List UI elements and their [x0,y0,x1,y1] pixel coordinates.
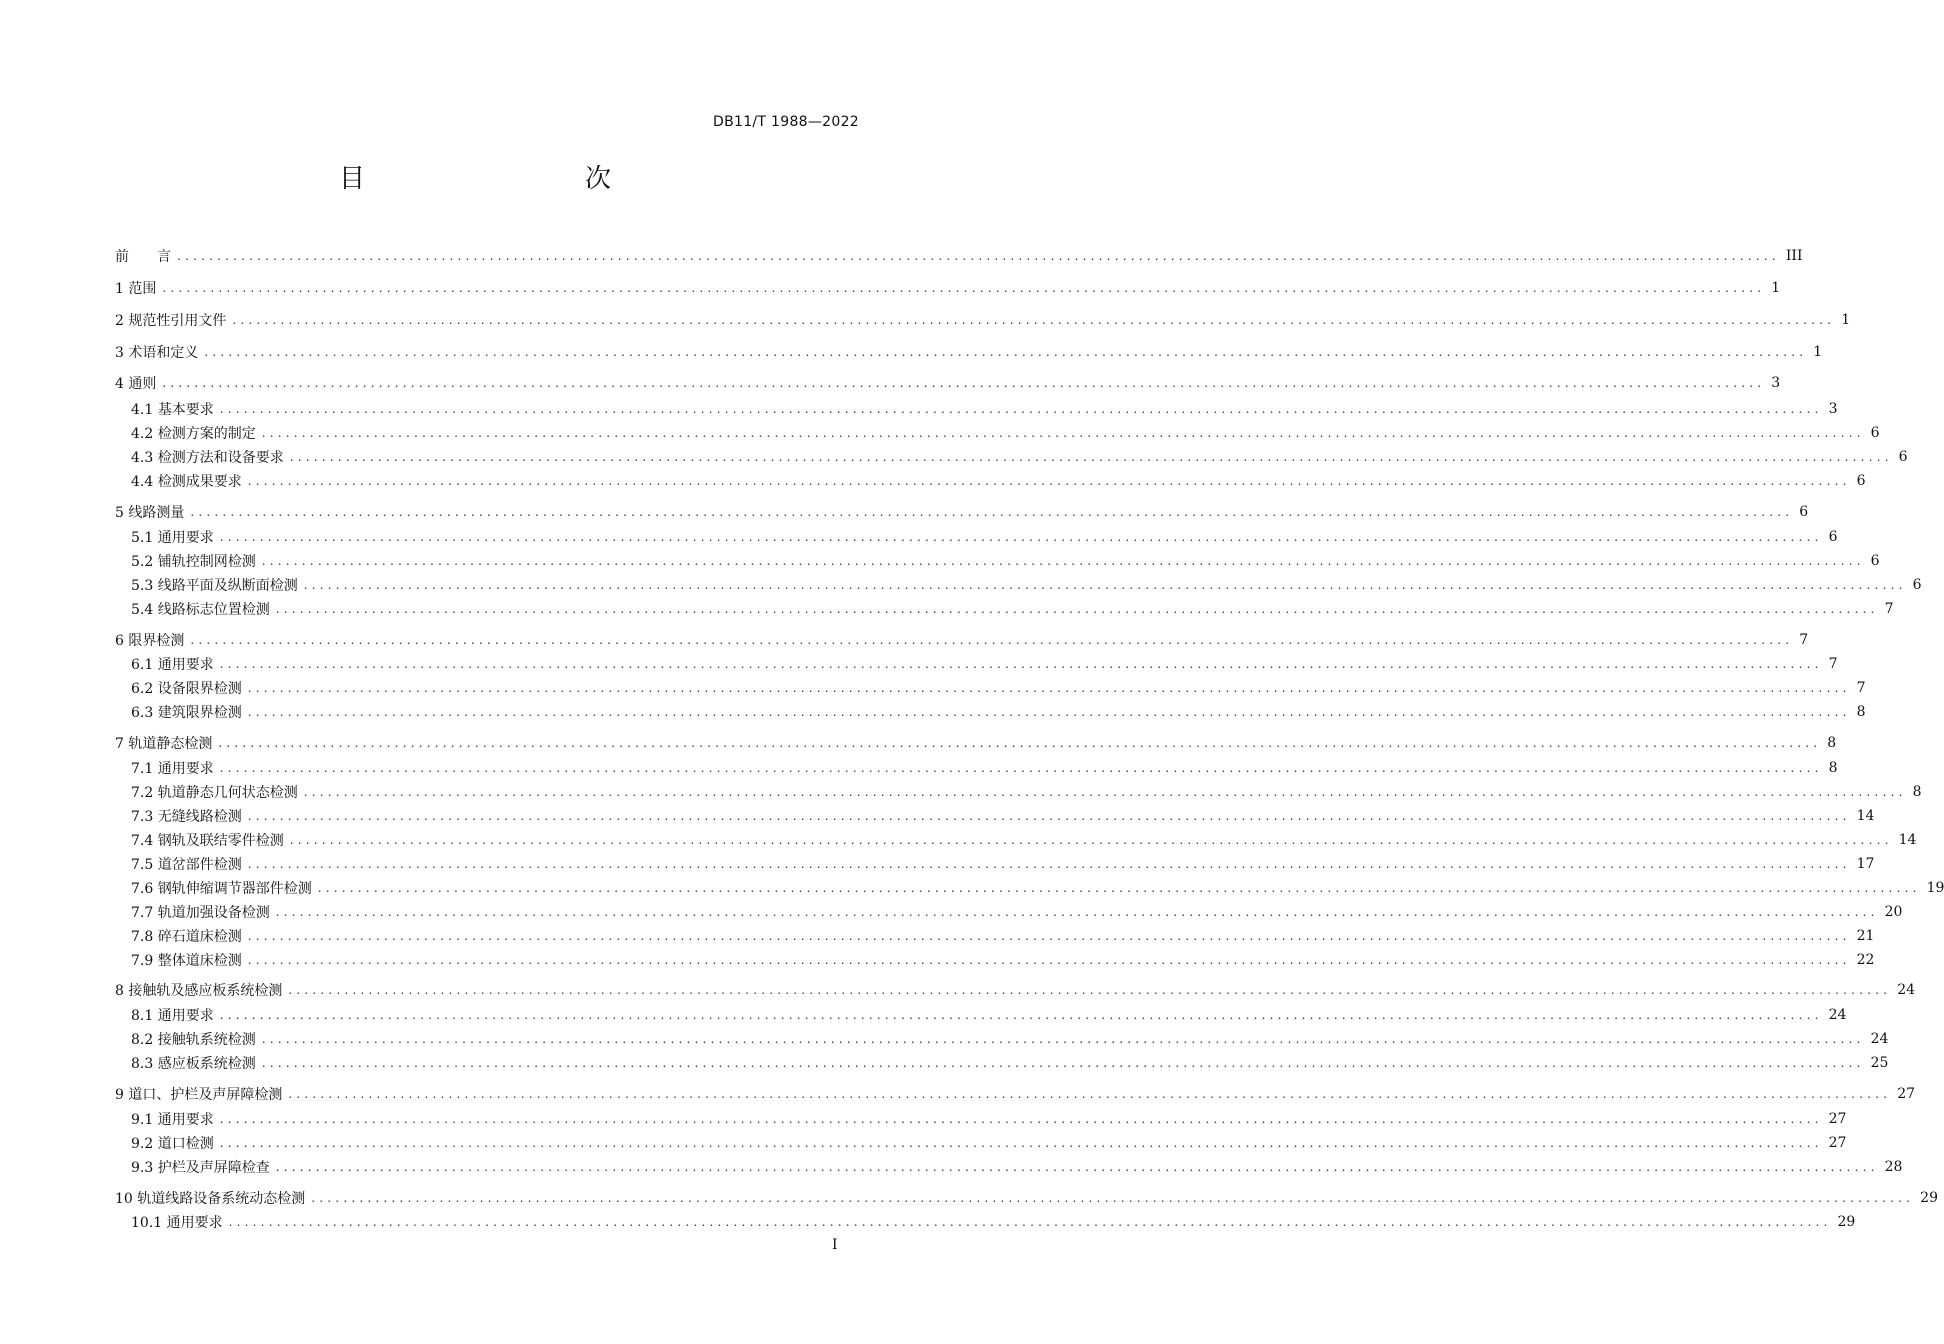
toc-entry-page: 29 [1837,1214,1856,1230]
toc-entry-page: 7 [1828,656,1838,672]
toc-entry-label: 4.4 检测成果要求 [131,474,242,490]
toc-entry-label: 4.3 检测方法和设备要求 [131,450,284,466]
toc-entry[interactable] [115,654,1838,674]
toc-leader-dots: ........................................................................................................................................................................................................ [261,1032,1865,1046]
toc-entry[interactable] [115,1029,1889,1049]
toc-leader-dots: ........................................................................................................................................................................................................ [288,1087,1892,1101]
toc-entry[interactable] [115,342,1823,362]
toc-entry-page: 27 [1897,1086,1916,1102]
toc-entry[interactable] [115,902,1903,922]
toc-entry[interactable] [115,310,1851,330]
toc-entry-label: 6 限界检测 [115,633,185,649]
toc-entry-label: 7.5 道岔部件检测 [131,857,242,873]
toc-entry-page: 6 [1912,577,1922,593]
toc-leader-dots: ........................................................................................................................................................................................................ [247,953,1851,967]
toc-entry-page: 3 [1771,375,1781,391]
toc-entry-page: 17 [1856,856,1875,872]
toc-entry-label: 6.2 设备限界检测 [131,681,242,697]
toc-entry-page: 8 [1912,784,1922,800]
toc-entry-label: 4.2 检测方案的制定 [131,426,256,442]
toc-entry-label: 1 范围 [115,281,157,297]
toc-leader-dots: ........................................................................................................................................................................................................ [303,578,1907,592]
toc-entry-label: 前 言 [115,249,171,265]
toc-entry-label: 9.2 道口检测 [131,1136,214,1152]
toc-entry[interactable] [115,980,1916,1000]
toc-entry-label: 7.9 整体道床检测 [131,953,242,969]
toc-leader-dots: ........................................................................................................................................................................................................ [218,736,1822,750]
toc-leader-dots: ........................................................................................................................................................................................................ [190,505,1794,519]
toc-entry-page: 8 [1827,735,1837,751]
toc-leader-dots: ........................................................................................................................................................................................................ [162,376,1766,390]
page-title: 目 次 [338,164,667,194]
toc-entry-label: 7.1 通用要求 [131,761,214,777]
toc-entry[interactable] [115,1133,1847,1153]
toc-leader-dots: ........................................................................................................................................................................................................ [177,249,1780,263]
toc-entry[interactable] [115,423,1880,443]
toc-leader-dots: ........................................................................................................................................................................................................ [219,530,1823,544]
toc-entry[interactable] [115,782,1922,802]
toc-entry[interactable] [115,551,1880,571]
toc-entry[interactable] [115,447,1908,467]
toc-entry-label: 8.2 接触轨系统检测 [131,1032,256,1048]
toc-entry-page: 22 [1856,952,1875,968]
toc-leader-dots: ........................................................................................................................................................................................................ [247,929,1851,943]
toc-entry-page: 24 [1870,1031,1889,1047]
toc-entry-label: 4 通则 [115,376,157,392]
toc-entry-page: 28 [1884,1159,1903,1175]
toc-leader-dots: ........................................................................................................................................................................................................ [288,983,1892,997]
toc-leader-dots: ........................................................................................................................................................................................................ [289,450,1893,464]
toc-entry[interactable] [115,278,1781,298]
toc-entry-label: 7 轨道静态检测 [115,736,213,752]
toc-entry-label: 4.1 基本要求 [131,402,214,418]
toc-leader-dots: ........................................................................................................................................................................................................ [219,1136,1823,1150]
toc-entry-page: 27 [1828,1135,1847,1151]
toc-leader-dots: ........................................................................................................................................................................................................ [261,554,1865,568]
toc-entry-label: 7.3 无缝线路检测 [131,809,242,825]
toc-leader-dots: ........................................................................................................................................................................................................ [261,1056,1865,1070]
toc-entry[interactable] [115,854,1875,874]
toc-entry-page: 29 [1920,1190,1938,1206]
toc-entry[interactable] [115,399,1838,419]
toc-entry-label: 3 术语和定义 [115,345,199,361]
toc-entry[interactable] [115,702,1866,722]
toc-leader-dots: ........................................................................................................................................................................................................ [275,1160,1879,1174]
toc-leader-dots: ........................................................................................................................................................................................................ [247,681,1851,695]
toc-entry-label: 10 轨道线路设备系统动态检测 [115,1191,306,1207]
toc-entry-page: III [1785,248,1803,264]
toc-entry-page: 7 [1884,601,1894,617]
toc-entry-label: 9 道口、护栏及声屏障检测 [115,1087,283,1103]
toc-entry[interactable] [115,527,1838,547]
toc-entry-label: 5.2 铺轨控制网检测 [131,554,256,570]
toc-entry-page: 1 [1771,280,1781,296]
toc-leader-dots: ........................................................................................................................................................................................................ [261,426,1865,440]
toc-entry[interactable] [115,373,1781,393]
toc-leader-dots: ........................................................................................................................................................................................................ [204,345,1808,359]
toc-entry-label: 7.8 碎石道床检测 [131,929,242,945]
toc-entry[interactable] [115,758,1838,778]
toc-entry[interactable] [115,502,1809,522]
toc-entry[interactable] [115,1109,1847,1129]
toc-leader-dots: ........................................................................................................................................................................................................ [228,1215,1832,1229]
toc-entry-page: 6 [1870,553,1880,569]
toc-leader-dots: ........................................................................................................................................................................................................ [311,1191,1915,1205]
toc-leader-dots: ........................................................................................................................................................................................................ [317,881,1921,895]
toc-entry-label: 7.7 轨道加强设备检测 [131,905,270,921]
toc-entry-label: 5 线路测量 [115,505,185,521]
toc-entry-label: 7.2 轨道静态几何状态检测 [131,785,298,801]
page-number: I [832,1237,838,1253]
toc-entry-label: 8.1 通用要求 [131,1008,214,1024]
toc-entry-page: 1 [1841,312,1851,328]
toc-entry-label: 10.1 通用要求 [131,1215,223,1231]
toc-entry-page: 6 [1870,425,1880,441]
toc-entry-page: 1 [1813,344,1823,360]
toc-entry[interactable] [115,1084,1916,1104]
toc-entry-page: 6 [1898,449,1908,465]
toc-entry-page: 24 [1897,982,1916,998]
toc-entry[interactable] [115,806,1875,826]
toc-entry[interactable] [115,1005,1847,1025]
toc-entry-label: 7.4 钢轨及联结零件检测 [131,833,284,849]
toc-leader-dots: ........................................................................................................................................................................................................ [247,474,1851,488]
toc-leader-dots: ........................................................................................................................................................................................................ [219,402,1823,416]
toc-leader-dots: ........................................................................................................................................................................................................ [162,281,1766,295]
toc-leader-dots: ........................................................................................................................................................................................................ [219,1112,1823,1126]
toc-entry[interactable] [115,630,1809,650]
toc-entry-page: 20 [1884,904,1903,920]
toc-entry-label: 9.1 通用要求 [131,1112,214,1128]
toc-entry[interactable] [115,926,1875,946]
toc-entry-page: 8 [1856,704,1866,720]
toc-entry[interactable] [115,830,1917,850]
toc-leader-dots: ........................................................................................................................................................................................................ [232,313,1836,327]
toc-entry[interactable] [115,878,1944,898]
toc-entry[interactable] [115,471,1866,491]
toc-entry-label: 5.3 线路平面及纵断面检测 [131,578,298,594]
toc-entry[interactable] [115,950,1875,970]
toc-entry-page: 6 [1828,529,1838,545]
toc-entry-page: 14 [1856,808,1875,824]
toc-entry-label: 8 接触轨及感应板系统检测 [115,983,283,999]
toc-leader-dots: ........................................................................................................................................................................................................ [289,833,1893,847]
toc-entry-label: 2 规范性引用文件 [115,313,227,329]
toc-entry-label: 6.3 建筑限界检测 [131,705,242,721]
toc-entry-page: 14 [1898,832,1917,848]
toc-leader-dots: ........................................................................................................................................................................................................ [275,602,1879,616]
toc-entry-page: 25 [1870,1055,1889,1071]
toc-entry[interactable] [115,1157,1903,1177]
toc-entry-page: 3 [1828,401,1838,417]
toc-entry-label: 5.4 线路标志位置检测 [131,602,270,618]
toc-entry-page: 19 [1926,880,1944,896]
toc-entry-label: 7.6 钢轨伸缩调节器部件检测 [131,881,312,897]
toc-entry-page: 21 [1856,928,1875,944]
toc-entry-page: 7 [1856,680,1866,696]
toc-leader-dots: ........................................................................................................................................................................................................ [219,657,1823,671]
toc-entry[interactable] [115,575,1922,595]
toc-entry-page: 6 [1856,473,1866,489]
toc-entry[interactable] [115,733,1837,753]
toc-leader-dots: ........................................................................................................................................................................................................ [247,705,1851,719]
toc-entry-page: 6 [1799,504,1809,520]
toc-entry-page: 27 [1828,1111,1847,1127]
toc-leader-dots: ........................................................................................................................................................................................................ [219,1008,1823,1022]
toc-leader-dots: ........................................................................................................................................................................................................ [190,633,1794,647]
toc-entry-label: 6.1 通用要求 [131,657,214,673]
toc-entry[interactable] [115,1053,1889,1073]
toc-entry-label: 5.1 通用要求 [131,530,214,546]
toc-entry[interactable] [115,246,1803,266]
toc-entry-page: 8 [1828,760,1838,776]
toc-entry[interactable] [115,1188,1938,1208]
toc-leader-dots: ........................................................................................................................................................................................................ [219,761,1823,775]
toc-entry-page: 24 [1828,1007,1847,1023]
toc-leader-dots: ........................................................................................................................................................................................................ [303,785,1907,799]
toc-entry-label: 9.3 护栏及声屏障检查 [131,1160,270,1176]
toc-entry[interactable] [115,1212,1856,1232]
document-code: DB11/T 1988—2022 [713,114,859,130]
toc-leader-dots: ........................................................................................................................................................................................................ [247,809,1851,823]
toc-entry-page: 7 [1799,632,1809,648]
toc-leader-dots: ........................................................................................................................................................................................................ [275,905,1879,919]
toc-entry[interactable] [115,599,1894,619]
toc-leader-dots: ........................................................................................................................................................................................................ [247,857,1851,871]
toc-entry[interactable] [115,678,1866,698]
toc-entry-label: 8.3 感应板系统检测 [131,1056,256,1072]
